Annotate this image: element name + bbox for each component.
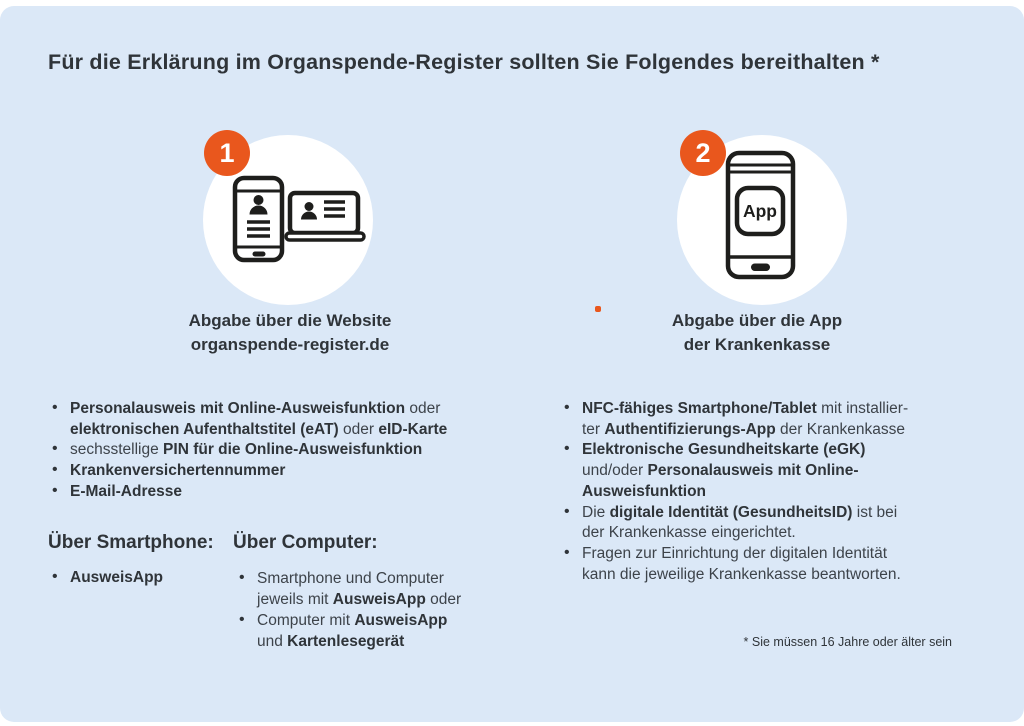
- home-button: [751, 264, 770, 272]
- list-item: • Krankenversichertennummer: [46, 461, 522, 482]
- website-requirements-list: [46, 399, 522, 503]
- app-subtitle: Abgabe über die App der Krankenkasse: [671, 311, 843, 354]
- list-item: • Personalausweis mit Online-Ausweisfunktion oder elektronischen Aufenthaltstitel (eAT) oder eID-Karte: [46, 399, 522, 440]
- laptop-glyph: [286, 193, 364, 240]
- step-1-number: 1: [219, 137, 235, 168]
- app-requirements-list: [558, 399, 982, 585]
- list-item: • Elektronische Gesundheitskarte (eGK) und/oder Personalausweis mit Online- Ausweisfunktion: [558, 440, 982, 502]
- step-2-number: 2: [695, 137, 711, 168]
- list-item: • AusweisApp: [46, 568, 231, 589]
- list-item: • Smartphone und Computer jeweils mit AusweisApp oder: [233, 568, 501, 610]
- list-item: • sechsstellige PIN für die Online-Ausweisfunktion: [46, 440, 522, 461]
- age-footnote: * Sie müssen 16 Jahre oder älter sein: [743, 635, 952, 649]
- list-item: • Computer mit AusweisApp und Kartenlesegerät: [233, 610, 501, 652]
- list-item: • E-Mail-Adresse: [46, 482, 522, 503]
- page-title: Für die Erklärung im Organspende-Register sollten Sie Folgendes bereithalten *: [48, 50, 880, 74]
- list-item: • Die digitale Identität (GesundheitsID) ist bei der Krankenkasse eingerichtet.: [558, 503, 982, 544]
- smartphone-glyph: [235, 178, 282, 260]
- section-heading-smartphone: Über Smartphone:: [48, 532, 214, 553]
- smartphone-items-list: [46, 568, 231, 589]
- website-subtitle: Abgabe über die Website organspende-register.de: [188, 311, 392, 354]
- list-item: • Fragen zur Einrichtung der digitalen Identität kann die jeweilige Krankenkasse beantworten.: [558, 544, 982, 585]
- list-item: • NFC-fähiges Smartphone/Tablet mit installier- ter Authentifizierungs-App der Krankenkasse: [558, 399, 982, 440]
- computer-items-list: [233, 568, 501, 652]
- section-heading-computer: Über Computer:: [233, 532, 378, 553]
- step-2-badge: [680, 130, 726, 176]
- step-1-badge: [204, 130, 250, 176]
- app-label: App: [742, 201, 778, 221]
- background-panel: [0, 6, 1024, 722]
